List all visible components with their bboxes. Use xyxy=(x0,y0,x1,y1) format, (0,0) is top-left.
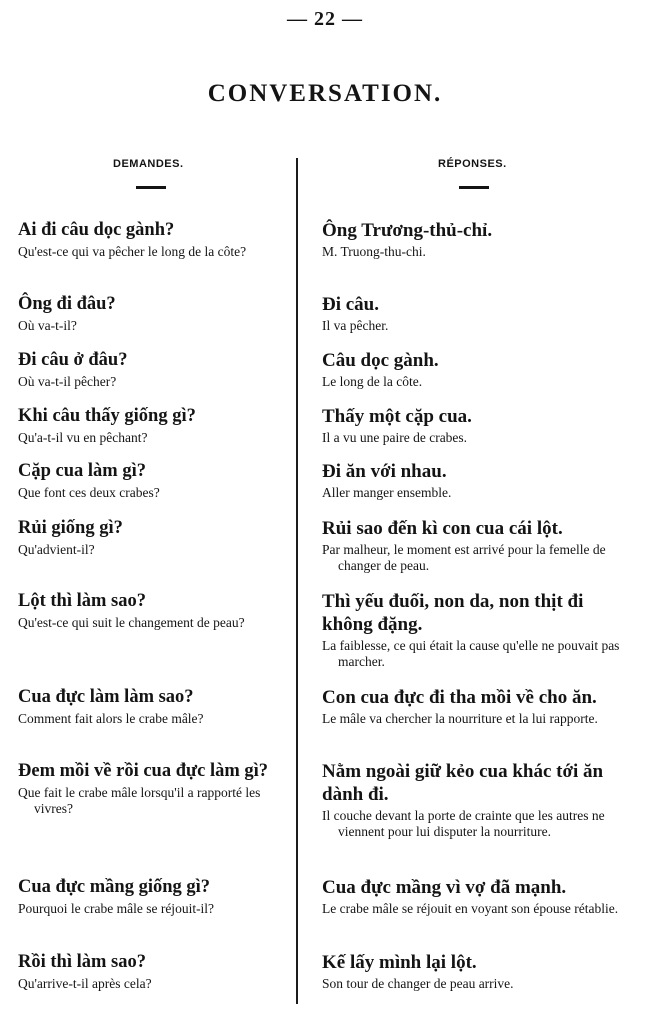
reponse-vietnamese: Nằm ngoài giữ kẻo cua khác tới ăn dành đi. xyxy=(322,761,604,805)
demandes-rule xyxy=(136,186,166,189)
demande-entry xyxy=(18,219,280,260)
demande-vietnamese: Rồi thì làm sao? xyxy=(18,952,146,972)
demande-entry xyxy=(18,349,280,390)
reponse-entry xyxy=(322,517,634,574)
reponses-rule xyxy=(459,186,489,189)
demande-french: Qu'arrive-t-il après cela? xyxy=(18,976,152,991)
page-number: — 22 — xyxy=(287,8,363,30)
demande-french: Que font ces deux crabes? xyxy=(18,485,160,500)
demande-french: Qu'est-ce qui va pêcher le long de la côte? xyxy=(18,244,247,259)
reponse-french: Il a vu une paire de crabes. xyxy=(322,430,468,445)
reponse-french: Aller manger ensemble. xyxy=(322,485,452,500)
reponse-french: Le crabe mâle se réjouit en voyant son épouse rétablie. xyxy=(322,901,619,916)
demande-french: Qu'a-t-il vu en pêchant? xyxy=(18,430,148,445)
reponse-entry xyxy=(322,590,634,670)
demandes-header: DEMANDES. xyxy=(113,158,184,170)
demande-french: Comment fait alors le crabe mâle? xyxy=(18,711,204,726)
demande-vietnamese: Đi câu ở đâu? xyxy=(18,350,128,370)
reponse-french: Par malheur, le moment est arrivé pour la femelle de changer de peau. xyxy=(322,542,606,573)
demande-french: Où va-t-il? xyxy=(18,318,77,333)
demande-vietnamese: Ai đi câu dọc gành? xyxy=(18,220,175,240)
reponse-french: M. Truong-thu-chi. xyxy=(322,244,426,259)
demande-entry xyxy=(18,405,280,446)
demande-vietnamese: Khi câu thấy giống gì? xyxy=(18,406,196,426)
reponse-vietnamese: Câu dọc gành. xyxy=(322,350,439,371)
reponse-entry xyxy=(322,460,634,501)
reponse-entry xyxy=(322,686,634,727)
reponse-french: Le mâle va chercher la nourriture et la lui rapporte. xyxy=(322,711,598,726)
demande-french: Qu'advient-il? xyxy=(18,542,95,557)
reponse-vietnamese: Ông Trương-thủ-chỉ. xyxy=(322,220,493,241)
reponse-french: Le long de la côte. xyxy=(322,374,423,389)
reponse-entry xyxy=(322,876,634,917)
demande-vietnamese: Đem mồi về rồi cua đực làm gì? xyxy=(18,761,269,781)
demande-vietnamese: Cặp cua làm gì? xyxy=(18,461,146,481)
demande-entry xyxy=(18,590,280,631)
reponse-french: Il va pêcher. xyxy=(322,318,389,333)
page-title: CONVERSATION. xyxy=(207,80,443,107)
reponse-vietnamese: Thì yếu đuối, non da, non thịt đi không đặng. xyxy=(322,591,584,635)
demande-vietnamese: Rủi giống gì? xyxy=(18,518,123,538)
reponse-entry xyxy=(322,760,634,840)
demande-vietnamese: Lột thì làm sao? xyxy=(18,591,146,611)
demande-vietnamese: Ông đi đâu? xyxy=(18,294,116,314)
demande-french: Où va-t-il pêcher? xyxy=(18,374,117,389)
reponse-entry xyxy=(322,405,634,446)
demande-entry xyxy=(18,760,280,817)
demande-entry xyxy=(18,517,280,558)
reponse-vietnamese: Đi câu. xyxy=(322,294,379,315)
reponses-header: RÉPONSES. xyxy=(438,158,507,170)
column-divider xyxy=(296,158,298,1004)
reponse-entry xyxy=(322,293,634,334)
demande-vietnamese: Cua đực làm làm sao? xyxy=(18,687,194,707)
demande-french: Que fait le crabe mâle lorsqu'il a rapporté les vivres? xyxy=(18,785,261,816)
demande-entry xyxy=(18,951,280,992)
reponse-french: Il couche devant la porte de crainte que les autres ne viennent pour lui disputer la nourriture. xyxy=(322,808,605,839)
reponse-french: La faiblesse, ce qui était la cause qu'elle ne pouvait pas marcher. xyxy=(322,638,620,669)
demande-french: Qu'est-ce qui suit le changement de peau? xyxy=(18,615,245,630)
reponse-vietnamese: Con cua đực đi tha mồi về cho ăn. xyxy=(322,687,597,708)
reponse-vietnamese: Thấy một cặp cua. xyxy=(322,406,472,427)
reponse-french: Son tour de changer de peau arrive. xyxy=(322,976,514,991)
demande-entry xyxy=(18,876,280,917)
reponse-vietnamese: Kế lấy mình lại lột. xyxy=(322,952,477,973)
demande-vietnamese: Cua đực mầng giống gì? xyxy=(18,877,211,897)
reponse-entry xyxy=(322,349,634,390)
reponse-vietnamese: Rủi sao đến kì con cua cái lột. xyxy=(322,518,563,539)
reponse-vietnamese: Cua đực mầng vì vợ đã mạnh. xyxy=(322,877,567,898)
demande-entry xyxy=(18,460,280,501)
demande-entry xyxy=(18,293,280,334)
demande-entry xyxy=(18,686,280,727)
demande-french: Pourquoi le crabe mâle se réjouit-il? xyxy=(18,901,215,916)
reponse-entry xyxy=(322,951,634,992)
reponse-vietnamese: Đi ăn với nhau. xyxy=(322,461,447,482)
reponse-entry xyxy=(322,219,634,260)
